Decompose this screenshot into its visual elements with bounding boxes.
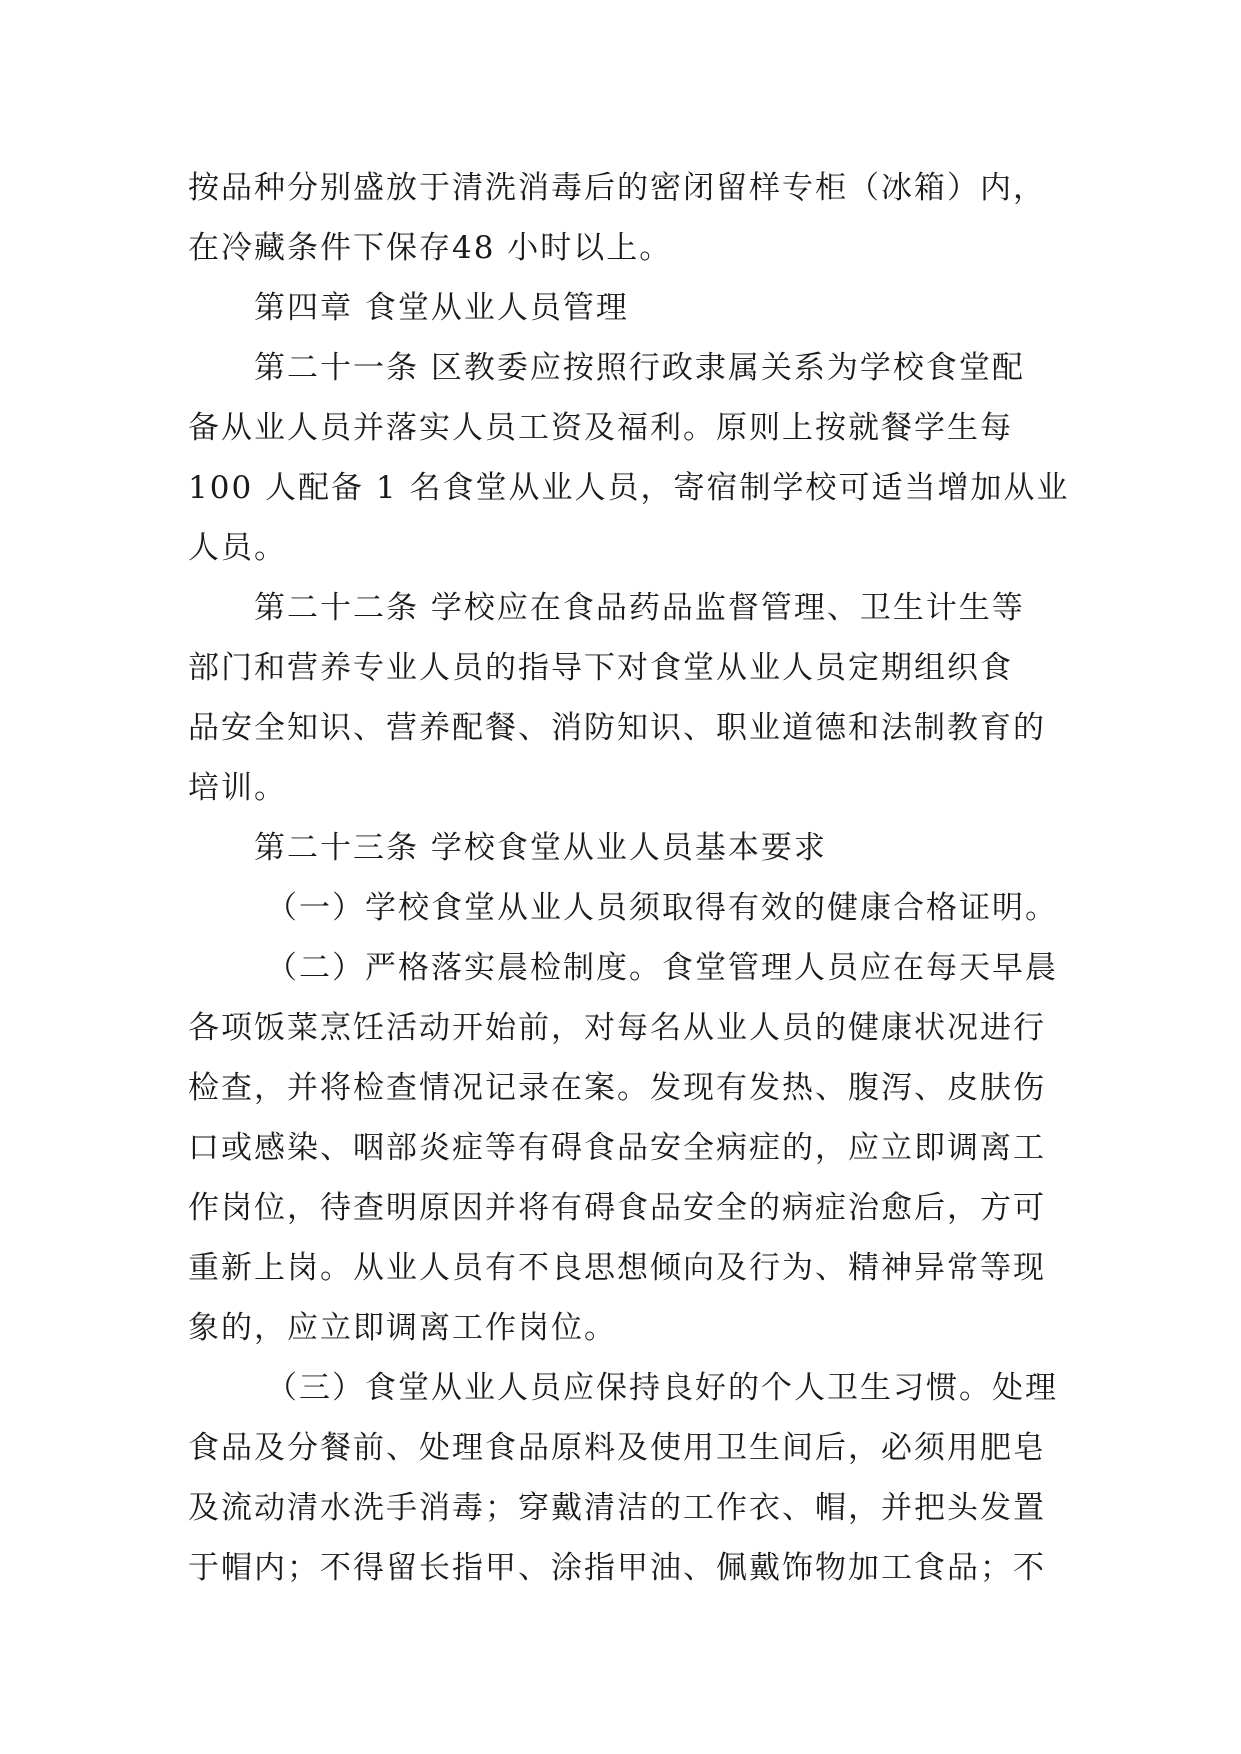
- text-line: 品安全知识、营养配餐、消防知识、职业道德和法制教育的: [188, 710, 1046, 746]
- article-21-start: 第二十一条 区教委应按照行政隶属关系为学校食堂配: [254, 350, 1025, 386]
- text-line: 100 人配备 1 名食堂从业人员，寄宿制学校可适当增加从业: [188, 470, 1070, 506]
- text-line: 部门和营养专业人员的指导下对食堂从业人员定期组织食: [188, 650, 1013, 686]
- document-body: [188, 158, 1070, 1598]
- article-23-heading: 第二十三条 学校食堂从业人员基本要求: [254, 830, 827, 866]
- text-line: 重新上岗。从业人员有不良思想倾向及行为、精神异常等现: [188, 1250, 1046, 1286]
- article-22-start: 第二十二条 学校应在食品药品监督管理、卫生计生等: [254, 590, 1025, 626]
- text-line: 各项饭菜烹饪活动开始前，对每名从业人员的健康状况进行: [188, 1010, 1046, 1046]
- text-line: 培训。: [188, 770, 287, 806]
- text-line: 在冷藏条件下保存48 小时以上。: [188, 230, 673, 266]
- text-line: 食品及分餐前、处理食品原料及使用卫生间后，必须用肥皂: [188, 1430, 1046, 1466]
- item-1: （一）学校食堂从业人员须取得有效的健康合格证明。: [266, 890, 1058, 926]
- text-line: 象的，应立即调离工作岗位。: [188, 1310, 617, 1346]
- item-2-start: （二）严格落实晨检制度。食堂管理人员应在每天早晨: [266, 950, 1058, 986]
- text-line: 人员。: [188, 530, 287, 566]
- item-3-start: （三）食堂从业人员应保持良好的个人卫生习惯。处理: [266, 1370, 1058, 1406]
- text-line: 按品种分别盛放于清洗消毒后的密闭留样专柜（冰箱）内，: [188, 170, 1046, 206]
- text-line: 备从业人员并落实人员工资及福利。原则上按就餐学生每: [188, 410, 1013, 446]
- text-line: 及流动清水洗手消毒；穿戴清洁的工作衣、帽，并把头发置: [188, 1490, 1046, 1526]
- chapter-heading: 第四章 食堂从业人员管理: [254, 290, 629, 326]
- text-line: 于帽内；不得留长指甲、涂指甲油、佩戴饰物加工食品；不: [188, 1550, 1046, 1586]
- text-line: 口或感染、咽部炎症等有碍食品安全病症的，应立即调离工: [188, 1130, 1046, 1166]
- text-line: 检查，并将检查情况记录在案。发现有发热、腹泻、皮肤伤: [188, 1070, 1046, 1106]
- text-line: 作岗位，待查明原因并将有碍食品安全的病症治愈后，方可: [188, 1190, 1046, 1226]
